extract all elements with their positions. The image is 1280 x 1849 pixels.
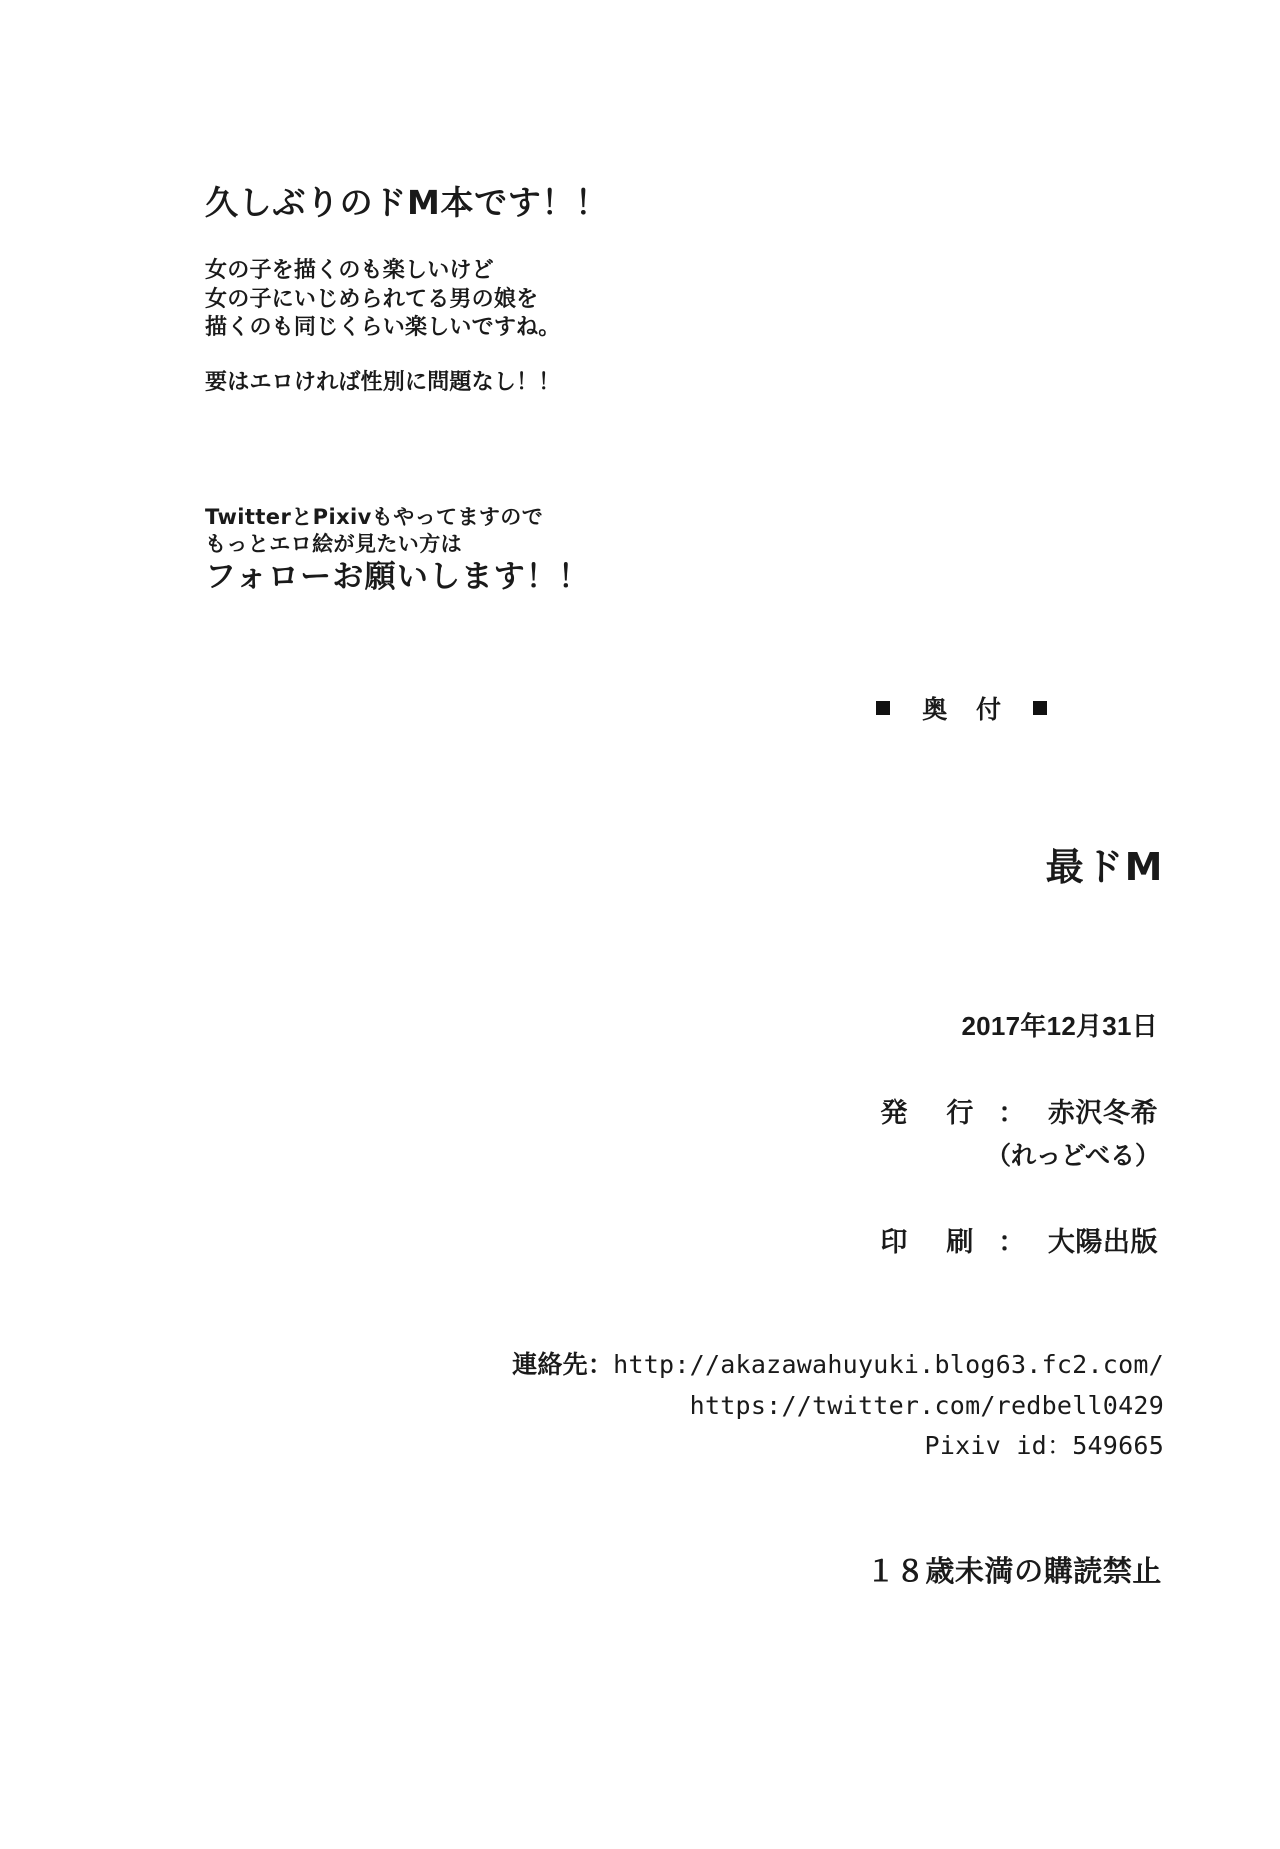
printer-label: 印 刷 xyxy=(880,1227,989,1258)
publisher-separator: ： xyxy=(998,1098,1026,1129)
contact-website-url[interactable]: http://akazawahuyuki.blog63.fc2.com/ xyxy=(613,1350,1164,1379)
publisher-row xyxy=(492,1091,1192,1130)
contact-website-row xyxy=(492,1345,1164,1386)
afterword-tagline: 要はエロければ性別に問題なし！！ xyxy=(205,370,561,396)
publish-date: 2017年12月31日 xyxy=(961,1011,1158,1041)
afterword-social-block xyxy=(205,504,845,597)
publisher-name: 赤沢冬希 xyxy=(1047,1098,1158,1129)
afterword-body-line-1: 女の子を描くのも楽しいけど xyxy=(205,258,494,284)
afterword-section xyxy=(205,182,845,597)
colophon-label: 奥 付 xyxy=(922,695,1011,724)
colophon-section xyxy=(492,690,1192,1590)
age-restriction-warning: １８歳未満の購読禁止 xyxy=(866,1553,1162,1588)
afterword-body-line-2: 女の子にいじめられてる男の娘を xyxy=(205,286,539,312)
contact-pixiv-id: Pixiv id：549665 xyxy=(924,1431,1164,1460)
contact-block xyxy=(492,1345,1192,1467)
afterword-social-line-1: TwitterとPixivもやってますので xyxy=(205,504,544,529)
publisher-label: 発 行 xyxy=(880,1098,989,1129)
printer-row xyxy=(492,1220,1192,1259)
square-bullet-right-icon xyxy=(1033,701,1047,715)
contact-label: 連絡先： xyxy=(512,1350,614,1379)
square-bullet-left-icon xyxy=(876,701,890,715)
printer-separator: ： xyxy=(998,1227,1026,1258)
contact-twitter-url[interactable]: https://twitter.com/redbell0429 xyxy=(689,1390,1164,1420)
afterword-social-line-2: もっとエロ絵が見たい方は xyxy=(205,531,463,556)
colophon-heading xyxy=(492,690,1192,726)
book-title: 最ドM xyxy=(1045,845,1164,889)
afterword-body-line-3: 描くのも同じくらい楽しいですね。 xyxy=(205,315,561,341)
publisher-circle: （れっどべる） xyxy=(985,1141,1160,1170)
afterword-heading: 久しぶりのドM本です！！ xyxy=(205,183,609,222)
afterword-follow-call: フォローお願いします！！ xyxy=(205,559,591,596)
printer-name: 大陽出版 xyxy=(1047,1227,1158,1258)
